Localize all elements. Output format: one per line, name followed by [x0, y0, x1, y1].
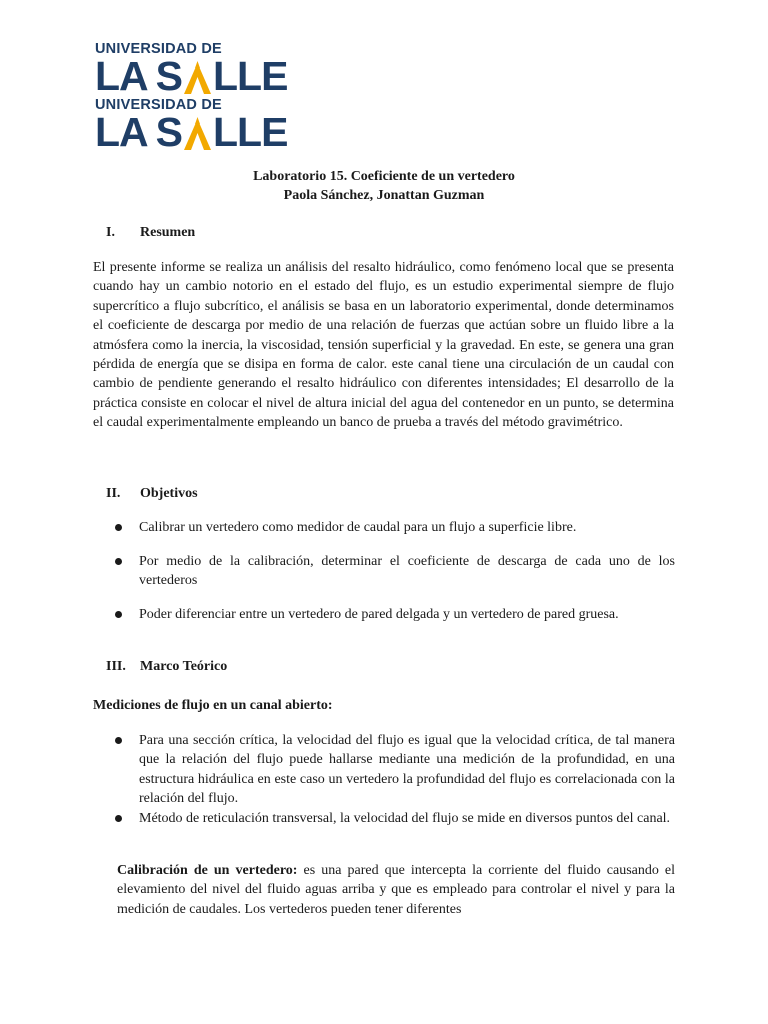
objetivos-list	[115, 605, 675, 624]
university-logo-top	[95, 41, 305, 99]
logo-star-a-icon	[182, 117, 213, 151]
list-item: Poder diferenciar entre un vertedero de pared delgada y un vertedero de pared gruesa.	[115, 605, 675, 624]
logo-lle-text: LLE	[213, 53, 288, 99]
logo-university-de-text: UNIVERSIDAD DE	[95, 97, 222, 113]
logo-lasalle-text: LA S LLE	[95, 53, 288, 99]
document-title: Laboratorio 15. Coeficiente de un vertedero	[253, 169, 515, 184]
document-authors: Paola Sánchez, Jonattan Guzman	[283, 188, 485, 203]
section-heading-resumen: I. Resumen	[106, 225, 196, 240]
list-item: Método de reticulación transversal, la velocidad del flujo se mide en diversos puntos del canal.	[115, 809, 675, 828]
list-item: Calibrar un vertedero como medidor de caudal para un flujo a superficie libre.	[115, 518, 675, 537]
calibracion-text: es una pared que intercepta la corriente del fluido causando el elevamiento del nivel del fluido aguas arriba y que es empleado para controlar el nivel y para la medición de caudales. Los vertederos pueden tener diferentes	[117, 863, 676, 917]
marco-list	[115, 731, 675, 828]
subheading-mediciones: Mediciones de flujo en un canal abierto:	[93, 698, 333, 713]
list-item: Para una sección crítica, la velocidad del flujo es igual que la velocidad crítica, de tal manera que la relación del flujo puede hallarse mediante una medición de la profundidad, en una estructura hidráulica en este caso un vertedero la profundidad del flujo es correlacionada con la relación del flujo.	[115, 731, 675, 809]
logo-la-text: LA	[95, 53, 148, 99]
logo-university-de-text: UNIVERSIDAD DE	[95, 41, 222, 57]
logo-lasalle-text: LA S LLE	[95, 109, 288, 155]
calibracion-label: Calibración de un vertedero:	[117, 863, 298, 878]
list-item: Por medio de la calibración, determinar el coeficiente de descarga de cada uno de los vertederos	[115, 552, 675, 591]
objetivos-list	[115, 552, 675, 591]
section-heading-objetivos: II. Objetivos	[106, 486, 198, 501]
university-logo-bottom	[95, 97, 305, 155]
section-heading-marco-teorico: III. Marco Teórico	[106, 659, 228, 674]
resumen-paragraph: El presente informe se realiza un análisis del resalto hidráulico, como fenómeno local que se presenta cuando hay un cambio notorio en el estado del flujo, es un estudio experimental siempre de flujo supercrítico a flujo subcrítico, el análisis se basa en un laboratorio experimental, donde determinamos el coeficiente de descarga por medio de una relación de fuerzas que actúan sobre un fluido libre a la atmósfera como la inercia, la viscosidad, tensión superficial y la gravedad. En este, se genera una gran pérdida de energía que se disipa en forma de calor. este canal tiene una circulación de un caudal con cambio de pendiente generando el resalto hidráulico con diferentes intensidades; El desarrollo de la práctica consiste en colocar el nivel de altura inicial del agua del contenedor en un punto, se determina el caudal experimentalmente empleando un banco de prueba a través del método gravimétrico.	[93, 260, 674, 431]
objetivos-list	[115, 518, 675, 537]
logo-la-text: LA	[95, 109, 148, 155]
logo-lle-text: LLE	[213, 109, 288, 155]
calibracion-paragraph	[117, 861, 675, 919]
logo-star-a-icon	[182, 61, 213, 95]
